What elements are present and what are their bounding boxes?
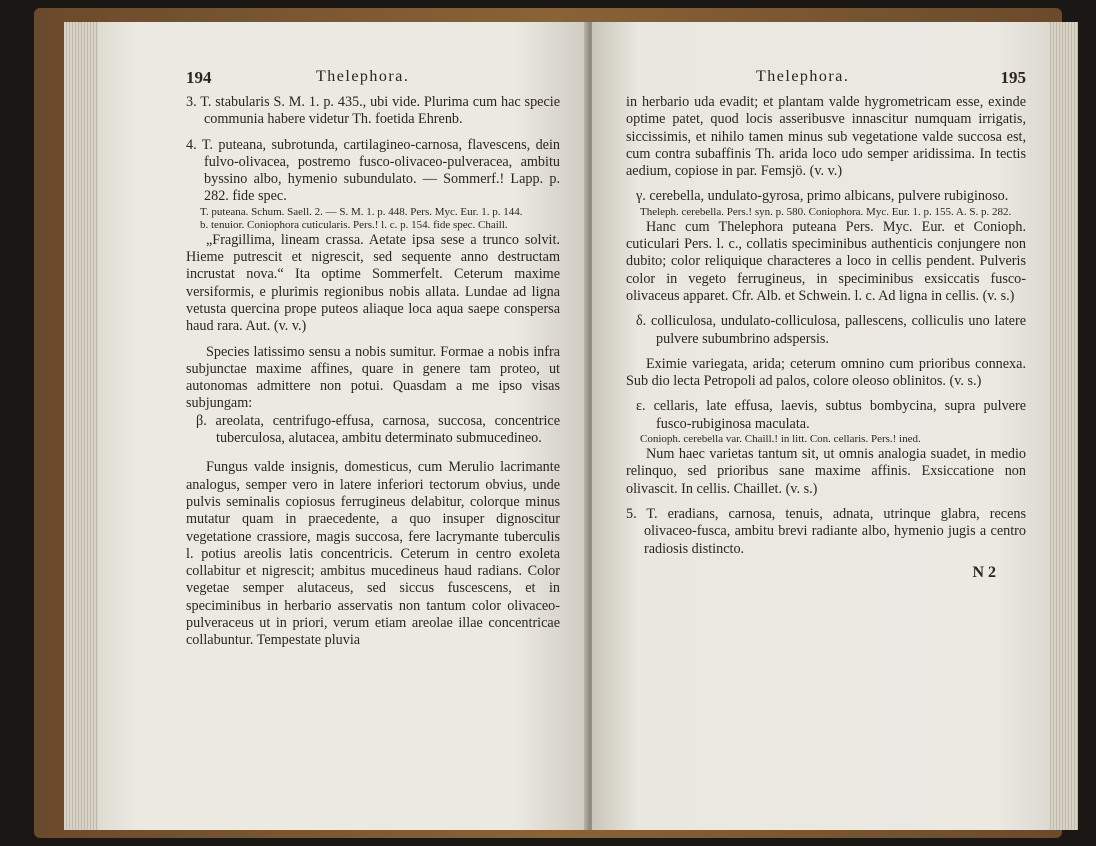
variety-entry: β. areolata, centrifugo-effusa, carnosa, succosa, concentrice tuberculosa, alutacea, ambitu determinato submucedineo. [196, 412, 560, 447]
paragraph: 4. T. puteana, subrotunda, cartilagineo-carnosa, flavescens, dein fulvo-olivacea, postremo fusco-olivaceo-pulveracea, ambitu byssino albo, hymenio subundulato. — Sommerf.! Lapp. p. 282. fide spec. [186, 136, 560, 205]
page-edges-left [64, 22, 102, 830]
left-page-body [186, 94, 560, 650]
reference: b. tenuior. Coniophora cuticularis. Pers.! l. c. p. 154. fide spec. Chaill. [200, 218, 508, 231]
paragraph: in herbario uda evadit; et plantam valde hygrometricam esse, exinde optime patet, quod locis asseribusve innascitur numquam irrigatis, siccissimis, et nihilo tamen minus sub vegetatione valde succosa est, cum contra subaffinis Th. arida loco udo semper aridissima. In tectis aedium, copiose in par. Femsjö. (v. v.) [626, 94, 1026, 180]
paragraph: Hanc cum Thelephora puteana Pers. Myc. Eur. et Conioph. cuticulari Pers. l. c., collatis speciminibus authenticis conjungere non dubito; color reliquique characteres a loco in cellis pendent. Pulveris color in vegeto ferrugineus, in speciminibus exsiccatis fusco-olivaceus apparet. Cfr. Alb. et Schwein. l. c. Ad ligna in cellis. (v. s.) [626, 218, 1026, 304]
signature-mark: N 2 [972, 563, 996, 581]
running-head: Thelephora. [316, 68, 410, 85]
right-page-header [626, 68, 1026, 94]
variety-entry: δ. colliculosa, undulato-colliculosa, pallescens, colliculis uno latere pulvere subumbrino adspersis. [636, 313, 1026, 347]
variety-entry: γ. cerebella, undulato-gyrosa, primo albicans, pulvere rubiginoso. [636, 188, 1009, 205]
reference: Conioph. cerebella var. Chaill.! in litt. Con. cellaris. Pers.! ined. [640, 433, 921, 446]
paragraph: 3. T. stabularis S. M. 1. p. 435., ubi vide. Plurima cum hac specie communia habere videtur Th. foetida Ehrenb. [186, 94, 560, 128]
page-edges-right [1048, 22, 1078, 830]
right-page-body [626, 94, 1026, 581]
left-page-header [186, 68, 560, 94]
left-page [98, 22, 588, 830]
paragraph: Num haec varietas tantum sit, ut omnis analogia suadet, in medio relinquo, sed prioribus sane maxime affinis. Exsiccatione non olivascit. In cellis. Chaillet. (v. s.) [626, 446, 1026, 497]
right-page [592, 22, 1050, 830]
reference: Theleph. cerebella. Pers.! syn. p. 580. Coniophora. Myc. Eur. 1. p. 155. A. S. p. 282. [640, 205, 1012, 218]
reference: T. puteana. Schum. Saell. 2. — S. M. 1. p. 448. Pers. Myc. Eur. 1. p. 144. [200, 205, 523, 218]
book-spread [34, 8, 1062, 838]
page-number: 194 [186, 68, 212, 87]
page-number: 195 [1000, 68, 1026, 87]
paragraph: Fungus valde insignis, domesticus, cum Merulio lacrimante analogus, semper vero in latere inferiori tectorum obvius, unde pulvis seminalis copiosus ferrugineus delabitur, colorque minus mutatur quam in praecedente, a quo insuper dignoscitur vegetatione crassiore, magis succosa, fere lacrymante tuberculis l. potius areolis latis concentricis. Ceterum in centro exoleta collabitur et nigrescit; ambitus mucedineus haud radians. Color vegetae semper alutaceus, sed siccus fuscescens, et in speciminibus in herbario asservatis non tantum color olivaceo-pulveraceus ut in priori, verum etiam areolae illae concentricae collabuntur. Tempestate pluvia [186, 459, 560, 649]
paragraph: „Fragillima, lineam crassa. Aetate ipsa sese a trunco solvit. Hieme putrescit et nigrescit, sed sequente anno destructam incrustat nova.“ Ita optime Sommerfelt. Ceterum maxime versiformis, e plurimis regionibus nobis allata. Lundae ad ligna vetusta quercina prope puteos aliaque loca aqua saepe conspersa haud rara. Aut. (v. v.) [186, 231, 560, 335]
paragraph: Eximie variegata, arida; ceterum omnino cum prioribus connexa. Sub dio lecta Petropoli ad palos, colore oleoso oblinitos. (v. s.) [626, 355, 1026, 390]
variety-entry: ε. cellaris, late effusa, laevis, subtus bombycina, supra pulvere fusco-rubiginosa maculata. [636, 398, 1026, 432]
paragraph: Species latissimo sensu a nobis sumitur. Formae a nobis infra subjunctae maxime affines, quare in genere tam proteo, ut autonomas admittere non potui. Quasdam a me ipso visas subjungam: [186, 343, 560, 412]
paragraph: 5. T. eradians, carnosa, tenuis, adnata, utrinque glabra, recens olivaceo-fusca, ambitu brevi radiante albo, hymenio jugis a centro radiosis distincto. [626, 505, 1026, 557]
running-head: Thelephora. [756, 68, 850, 85]
